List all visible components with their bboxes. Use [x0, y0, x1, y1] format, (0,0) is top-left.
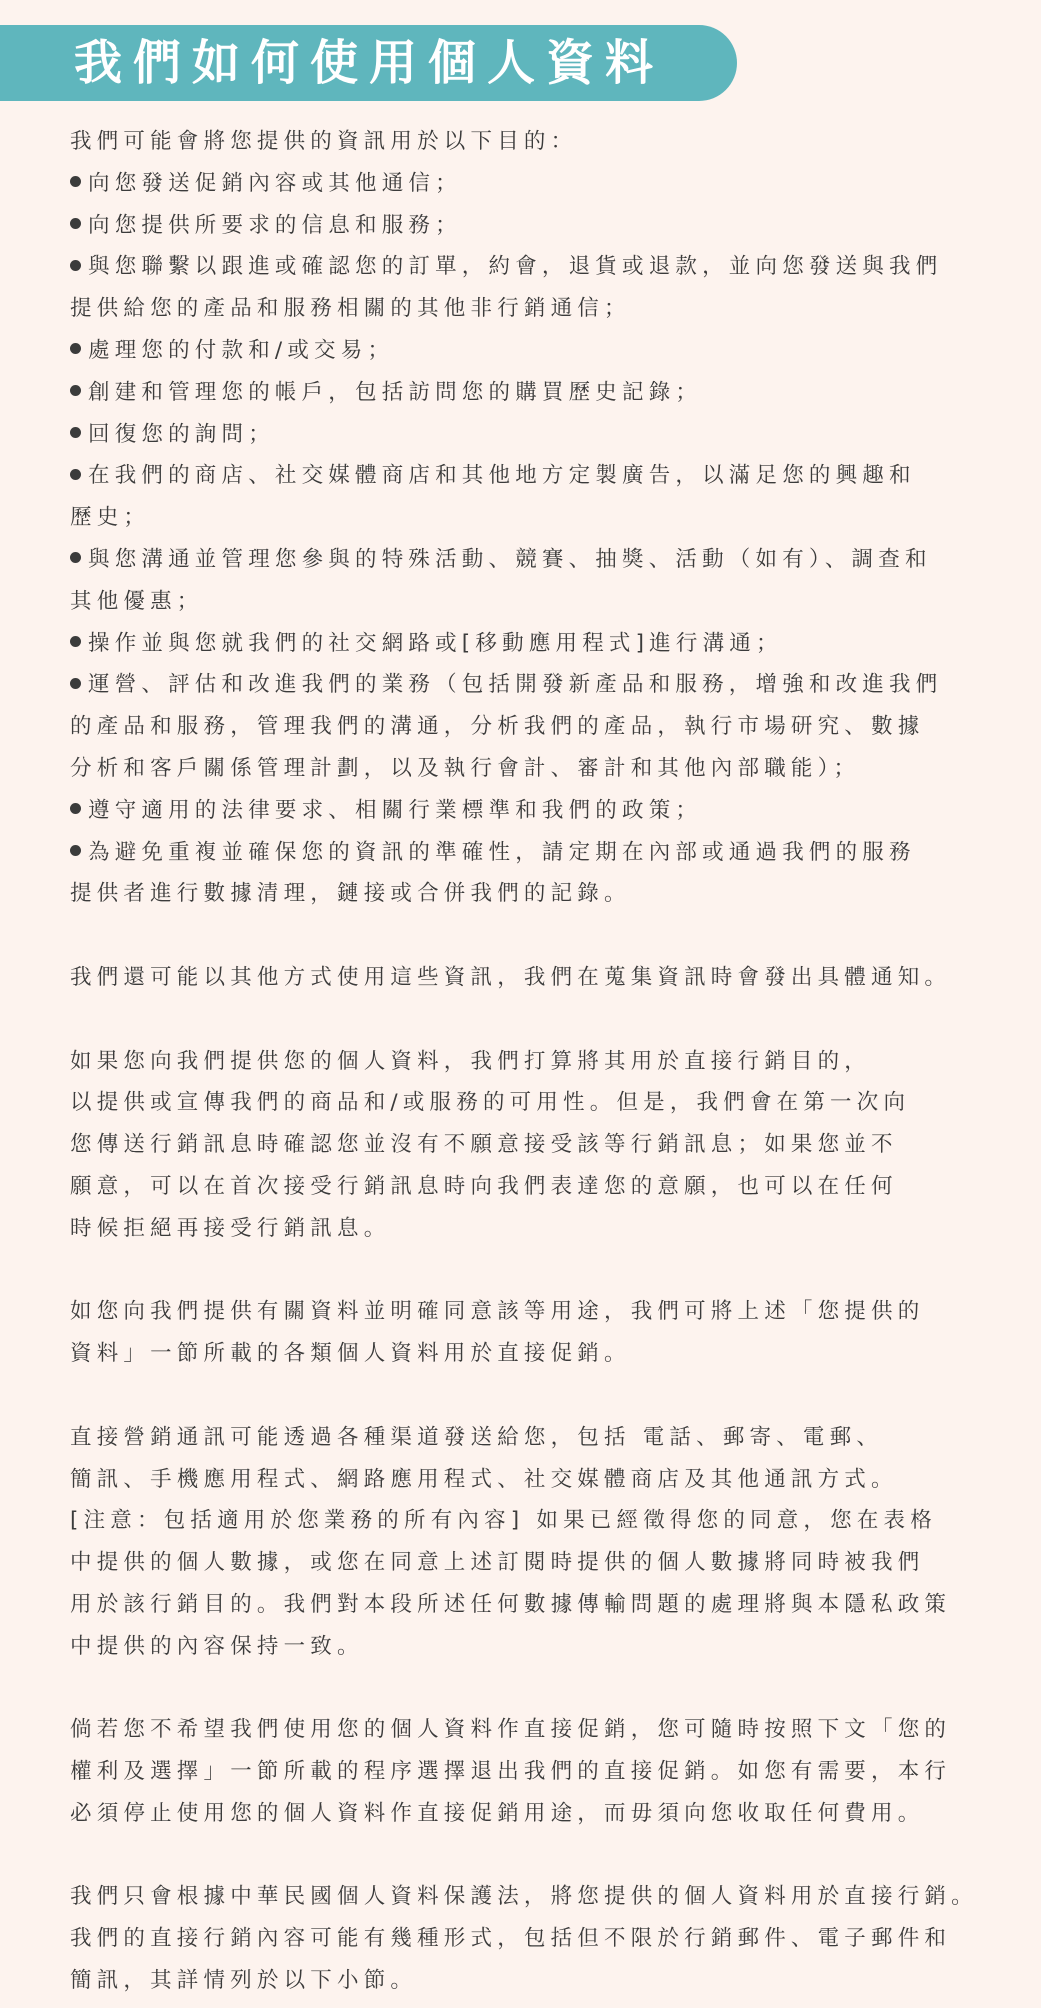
bullet-icon	[70, 218, 81, 229]
paragraph-line: 時候拒絕再接受行銷訊息。	[70, 1215, 391, 1241]
bullet-icon	[70, 636, 81, 647]
bullet-icon	[70, 803, 81, 814]
bullet-item	[70, 539, 1030, 581]
paragraph-line: 倘若您不希望我們使用您的個人資料作直接促銷，您可隨時按照下文「您的	[70, 1717, 952, 1743]
bullet-item	[70, 163, 1030, 205]
paragraph-line: 您傳送行銷訊息時確認您並沒有不願意接受該等行銷訊息；如果您並不	[70, 1132, 898, 1158]
paragraph-line: 用於該行銷目的。我們對本段所述任何數據傳輸問題的處理將與本隱私政策	[70, 1591, 952, 1617]
bullet-item	[70, 790, 1030, 832]
bullet-text: 回復您的詢問；	[88, 421, 275, 447]
bullet-item	[70, 246, 1030, 288]
bullet-item	[70, 330, 1030, 372]
bullet-item	[70, 623, 1030, 665]
paragraph-line: 簡訊，其詳情列於以下小節。	[70, 1968, 418, 1994]
bullet-item	[70, 832, 1030, 874]
bullet-item	[70, 205, 1030, 247]
bullet-continuation: 提供給您的產品和服務相關的其他非行銷通信；	[70, 296, 631, 322]
bullet-text: 遵守適用的法律要求、相關行業標準和我們的政策；	[88, 797, 703, 823]
paragraph-line: 必須停止使用您的個人資料作直接促銷用途，而毋須向您收取任何費用。	[70, 1800, 925, 1826]
content-body	[70, 121, 1030, 2002]
bullet-text: 為避免重複並確保您的資訊的準確性，請定期在內部或通過我們的服務	[88, 839, 916, 865]
bullet-icon	[70, 427, 81, 438]
bullet-text: 操作並與您就我們的社交網路或[移動應用程式]進行溝通；	[88, 630, 783, 656]
paragraph-line: 如果您向我們提供您的個人資料，我們打算將其用於直接行銷目的，	[70, 1048, 872, 1074]
paragraph-line: 願意，可以在首次接受行銷訊息時向我們表達您的意願，也可以在任何	[70, 1173, 898, 1199]
paragraph-line: 中提供的內容保持一致。	[70, 1633, 364, 1659]
bullet-text: 與您溝通並管理您參與的特殊活動、競賽、抽獎、活動（如有）、調查和	[88, 546, 932, 572]
paragraph-gap	[70, 1835, 1030, 1877]
bullet-icon	[70, 176, 81, 187]
paragraph-gap	[70, 1250, 1030, 1292]
bullet-continuation: 其他優惠；	[70, 588, 204, 614]
bullet-item	[70, 372, 1030, 414]
bullet-continuation: 分析和客戶關係管理計劃，以及執行會計、審計和其他內部職能）；	[70, 755, 861, 781]
paragraph-line: 簡訊、手機應用程式、網路應用程式、社交媒體商店及其他通訊方式。	[70, 1466, 898, 1492]
paragraph-line: 我們的直接行銷內容可能有幾種形式，包括但不限於行銷郵件、電子郵件和	[70, 1926, 952, 1952]
paragraph-gap	[70, 999, 1030, 1041]
bullet-icon	[70, 343, 81, 354]
bullet-continuation: 提供者進行數據清理，鏈接或合併我們的記錄。	[70, 881, 631, 907]
bullet-icon	[70, 385, 81, 396]
paragraph-line: 直接營銷通訊可能透過各種渠道發送給您，包括 電話、郵寄、電郵、	[70, 1424, 884, 1450]
bullet-continuation: 歷史；	[70, 505, 151, 531]
bullet-icon	[70, 552, 81, 563]
bullet-text: 向您發送促銷內容或其他通信；	[88, 170, 462, 196]
bullet-text: 運營、評估和改進我們的業務（包括開發新產品和服務，增強和改進我們	[88, 672, 943, 698]
bullet-icon	[70, 845, 81, 856]
paragraph-gap	[70, 1375, 1030, 1417]
paragraph-line: 以提供或宣傳我們的商品和/或服務的可用性。但是，我們會在第一次向	[70, 1090, 911, 1116]
bullet-item	[70, 664, 1030, 706]
bullet-text: 向您提供所要求的信息和服務；	[88, 212, 462, 238]
bullet-text: 在我們的商店、社交媒體商店和其他地方定製廣告，以滿足您的興趣和	[88, 463, 916, 489]
paragraph-line: 如您向我們提供有關資料並明確同意該等用途，我們可將上述「您提供的	[70, 1299, 925, 1325]
bullet-text: 處理您的付款和/或交易；	[88, 337, 395, 363]
bullet-icon	[70, 678, 81, 689]
paragraph-line: 中提供的個人數據，或您在同意上述訂閱時提供的個人數據將同時被我們	[70, 1550, 925, 1576]
bullet-continuation: 的產品和服務，管理我們的溝通，分析我們的產品，執行市場研究、數據	[70, 714, 925, 740]
bullet-icon	[70, 260, 81, 271]
paragraph-gap	[70, 1667, 1030, 1709]
paragraph-line: 權利及選擇」一節所載的程序選擇退出我們的直接促銷。如您有需要，本行	[70, 1759, 952, 1785]
bullet-item	[70, 455, 1030, 497]
paragraph-line: 我們只會根據中華民國個人資料保護法，將您提供的個人資料用於直接行銷。	[70, 1884, 978, 1910]
paragraph-line: [注意：包括適用於您業務的所有內容] 如果已經徵得您的同意，您在表格	[70, 1508, 937, 1534]
paragraph-gap	[70, 915, 1030, 957]
paragraph-line: 我們還可能以其他方式使用這些資訊，我們在蒐集資訊時會發出具體通知。	[70, 964, 952, 990]
bullet-text: 創建和管理您的帳戶，包括訪問您的購買歷史記錄；	[88, 379, 703, 405]
bullet-item	[70, 414, 1030, 456]
paragraph-line: 資料」一節所載的各類個人資料用於直接促銷。	[70, 1341, 631, 1367]
page-title: 我們如何使用個人資料	[74, 35, 665, 91]
bullet-icon	[70, 469, 81, 480]
title-banner	[0, 25, 737, 101]
intro-text: 我們可能會將您提供的資訊用於以下目的：	[70, 129, 578, 154]
bullet-text: 與您聯繫以跟進或確認您的訂單，約會，退貨或退款，並向您發送與我們	[88, 254, 943, 280]
